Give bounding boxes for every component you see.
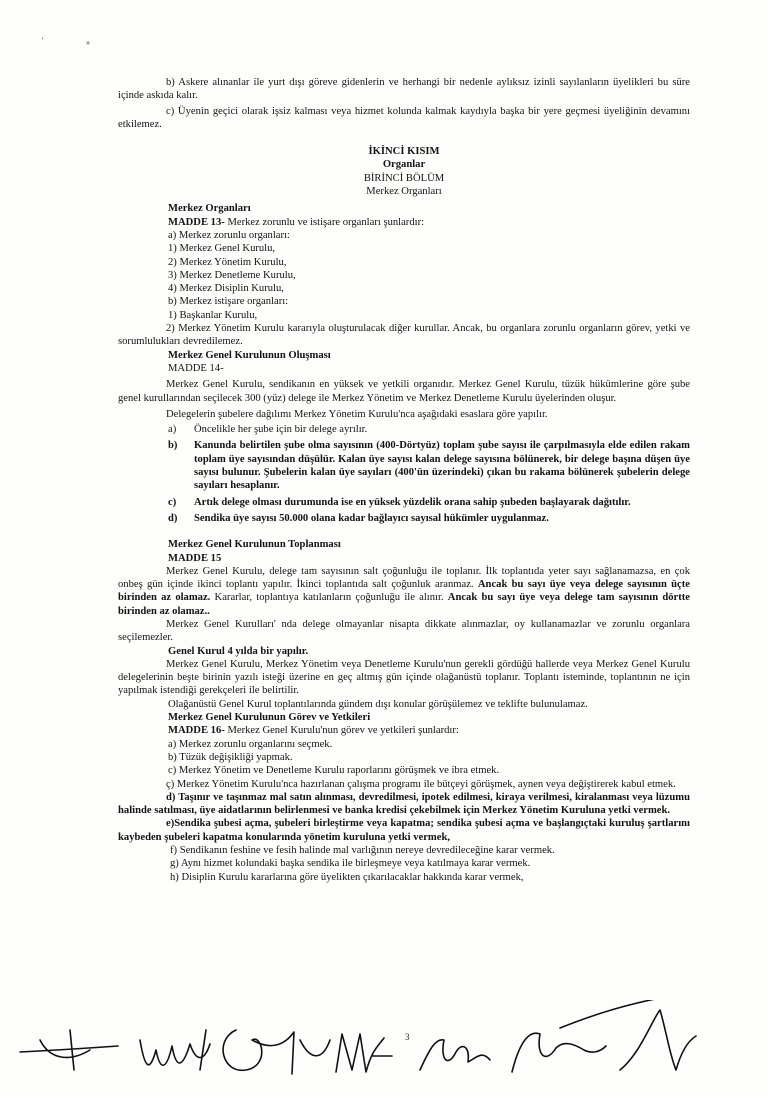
list-item-text: Öncelikle her şube için bir delege ayrılır. [194,424,368,436]
article-13-line: 1) Merkez Genel Kurulu, [168,243,276,255]
article-13-line: 3) Merkez Denetleme Kurulu, [168,269,296,281]
article-15-text: Kararlar, toplantıya katılanların çoğunluğu ile alınır. [210,592,448,604]
article-16-item-f: f) Sendikanın feshine ve fesih halinde mal varlığının nereye devredileceğine karar vermek. [170,845,555,857]
list-item-text: Artık delege olması durumunda ise en yüksek yüzdelik orana sahip şubeden başlayarak dağıtılır. [194,496,631,508]
list-item-letter: d) [168,512,178,524]
signature-3 [223,1030,330,1074]
list-item-text: Kanunda belirtilen şube olma sayısının (400-Dörtyüz) toplam şube sayısı ile çarpılmasıyla elde edilen rakam toplam üye sayısından düşülür. Kalan üye sayısı kalan delege sayısına bölünerek, bir delege başına düşen üye sayısı bulunur. Şubelerin kalan üye sayıları (400'ün üzerindeki) çıkan bu rakama bölünerek şubelerin delege sayıları hesaplanır. [194,440,690,492]
article-13-lead-text: Merkez zorunlu ve istişare organları şunlardır: [224,216,425,228]
intro-paragraph-c: c) Üyenin geçici olarak işsiz kalması veya hizmet kolunda kalmak kaydıyla başka bir yere geçmesi üyeliğinin devamını etkilemez. [118,105,690,130]
article-15-text: Merkez Genel Kurulu, delege tam sayısının salt çoğunluğu ile toplanır. İlk toplantıda yeter sayı sağlanamazsa, en çok onbeş gün içinde ikinci toplantı yapılır. İkinci toplantıda salt çoğunluk aranmaz. [118,565,690,591]
article-15-bold-text: Ancak bu sayı üye veya delege sayısının üçte birinden az olamaz. [118,579,690,604]
article-13-label: MADDE 13- [168,216,225,228]
list-item [118,512,690,525]
list-item [118,439,690,492]
article-13-line: 2) Merkez Yönetim Kurulu, [168,256,287,268]
stray-line [560,1000,660,1028]
list-item-text: Sendika üye sayısı 50.000 olana kadar bağlayıcı sayısal hükümler uygulanmaz. [194,512,549,524]
signature-6 [512,1033,606,1072]
article-16-item-d: d) Taşınır ve taşınmaz mal satın alınması, devredilmesi, ipotek edilmesi, kiraya verilmesi, kiralanması veya lüzumu halinde satılması, üye aidatlarının belirlenmesi ve banka kredisi çekebilmek için Merkez Yönetim Kuruluna yetki vermek. [118,791,690,817]
article-15-paragraph-4: Merkez Genel Kurulu, Merkez Yönetim veya Denetleme Kurulu'nun gerekli gördüğü hallerde veya Merkez Genel Kurulu delegelerinin beşte birinin yazılı isteği üzerine en geç altmış gün içinde olağanüstü toplanır. Toplantı isteminde, toplantının ne için yapılmak istendiği gerekçeleri ile belirtilir. [118,658,690,697]
article-16-item-e: e)Sendika şubesi açma, şubeleri birleştirme veya kapatma; sendika şubesi açma ve başlangıçtaki kuruluş şartlarını kaybeden şubeleri kapatma konularında yönetim kuruluna yetki vermek, [118,818,690,843]
chapter-heading: BİRİNCİ BÖLÜM [363,172,445,184]
article-15-bold-text: Ancak bu sayı üye veya delege tam sayısının dörtte birinden az olamaz.. [118,592,690,617]
article-13-title: Merkez Organları [168,203,251,215]
signature-4 [336,1034,392,1072]
article-16-lead [118,724,690,737]
signature-1 [20,1030,118,1070]
article-14-title: Merkez Genel Kurulunun Oluşması [168,349,331,361]
article-16-item-c: c) Merkez Yönetim ve Denetleme Kurulu raporlarını görüşmek ve ibra etmek. [168,765,500,777]
intro-paragraph-b: b) Askere alınanlar ile yurt dışı göreve gidenlerin ve herhangi bir nedenle aylıksız izinli sayılanların üyelikleri bu süre içinde askıda kalır. [118,77,690,102]
list-item-letter: c) [168,496,177,508]
corner-mark: » [86,38,90,47]
article-16-lead-text: Merkez Genel Kurulu'nun görev ve yetkileri şunlardır: [224,725,459,737]
corner-mark: ' [42,36,44,45]
signature-7 [620,1010,696,1070]
article-13-line: b) Merkez istişare organları: [168,296,289,308]
organs-heading: Organlar [382,159,426,171]
article-16-title: Merkez Genel Kurulunun Görev ve Yetkileri [168,712,371,724]
list-item-letter: b) [168,440,178,452]
article-15-label: MADDE 15 [168,552,222,564]
article-15-paragraph-5: Olağanüstü Genel Kurul toplantılarında gündem dışı konular görüşülemez ve teklifte bulunulamaz. [168,698,588,710]
article-15-paragraph-3: Genel Kurul 4 yılda bir yapılır. [168,645,309,657]
article-15-title: Merkez Genel Kurulunun Toplanması [168,539,341,551]
article-16-item-h: h) Disiplin Kurulu kararlarına göre üyelikten çıkarılacaklar hakkında karar vermek, [170,871,524,883]
part-heading: İKİNCİ KISIM [368,146,440,158]
article-13-line: 4) Merkez Disiplin Kurulu, [168,283,284,295]
list-item [118,423,690,436]
article-13-closing: 2) Merkez Yönetim Kurulu kararıyla oluşturulacak diğer kurullar. Ancak, bu organlara zorunlu organların görev, yetki ve sorumlulukları devredilemez. [118,323,690,348]
article-14-label: MADDE 14- [168,362,224,374]
signature-2 [140,1030,210,1070]
article-13-line: a) Merkez zorunlu organları: [168,229,290,241]
signature-mark: 3 [405,1032,410,1042]
article-13-lead [118,216,690,229]
article-16-item-a: a) Merkez zorunlu organlarını seçmek. [168,738,333,750]
article-16-item-g: g) Aynı hizmet kolundaki başka sendika ile birleşmeye veya katılmaya karar vermek. [170,858,531,870]
article-16-item-cc: ç) Merkez Yönetim Kurulu'nca hazırlanan çalışma programı ile bütçeyi görüşmek, aynen veya değiştirerek kabul etmek. [166,778,676,790]
article-15-paragraph-2: Merkez Genel Kurulları' nda delege olmayanlar nisapta dikkate alınmazlar, oy kullanamazlar ve zorunlu organlara seçilemezler. [118,618,690,644]
list-item [118,496,690,509]
article-14-list [118,423,690,525]
article-14-paragraph-1: Merkez Genel Kurulu, sendikanın en yüksek ve yetkili organıdır. Merkez Genel Kurulu, tüzük hükümlerine göre şube genel kurullarından seçilecek 300 (yüz) delege ile Merkez Yönetim ve Merkez Denetleme Kurulu üyelerinden oluşur. [118,379,690,404]
article-15-paragraph-1 [118,565,690,618]
signature-5 [420,1040,490,1070]
document-body [118,76,690,884]
signatures-area [0,1000,768,1095]
article-16-label: MADDE 16- [168,725,225,737]
list-item-letter: a) [168,424,177,436]
central-organs-heading: Merkez Organları [366,186,442,198]
article-14-paragraph-2: Delegelerin şubelere dağılımı Merkez Yönetim Kurulu'nca aşağıdaki esaslara göre yapılır. [166,408,548,420]
article-16-item-b: b) Tüzük değişikliği yapmak. [168,751,293,763]
article-13-line: 1) Başkanlar Kurulu, [168,309,258,321]
